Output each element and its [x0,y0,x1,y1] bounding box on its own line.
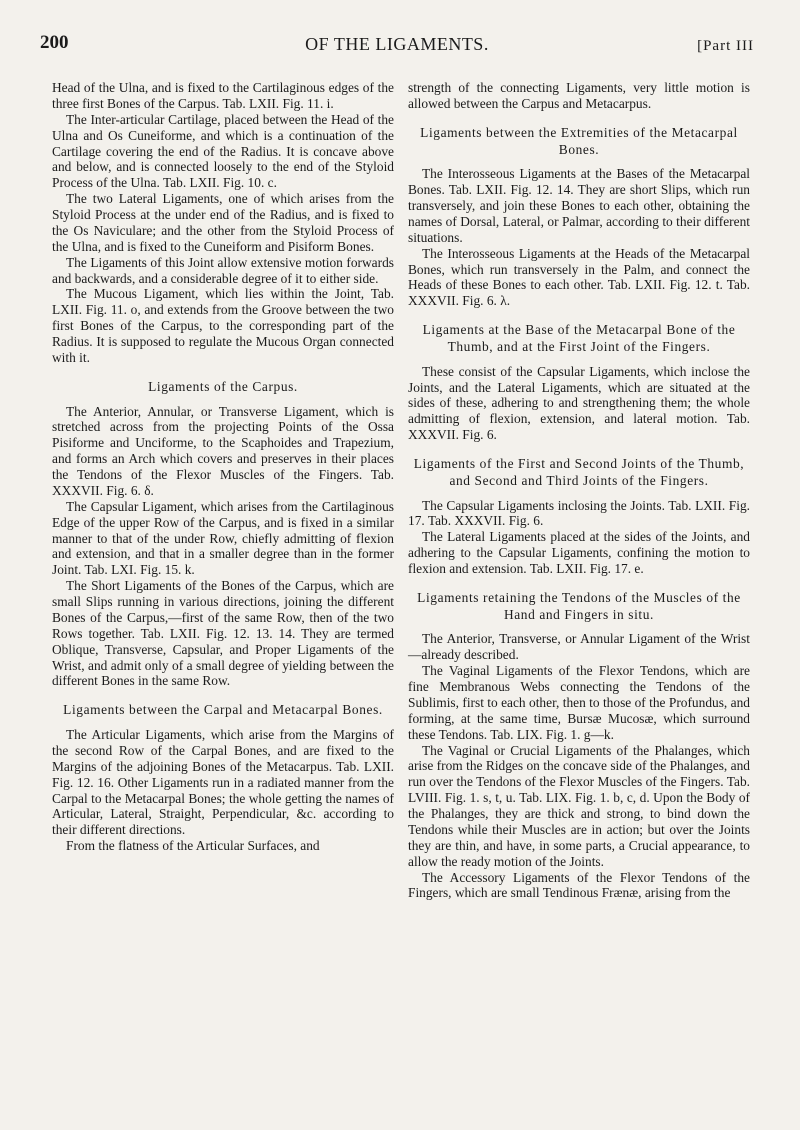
section-heading: Ligaments between the Extremities of the Metacarpal Bones. [420,124,738,157]
part-label: [Part III [697,38,754,54]
section-heading: Ligaments retaining the Tendons of the Muscles of the Hand and Fingers in situ. [417,589,741,622]
section-heading: Ligaments between the Carpal and Metacarpal Bones. [63,702,383,718]
paragraph: The Inter-articular Cartilage, placed between the Head of the Ulna and Os Cuneiforme, and which is a continuation of the Cartilage covering the end of the Radius. It is concave above and below, and is connected loosely to the end of the Styloid Process of the Ulna. Tab. LXII. Fig. 10. c. [52,111,394,191]
paragraph: From the flatness of the Articular Surfaces, and [66,838,320,854]
paragraph: The Lateral Ligaments placed at the sides of the Joints, and adhering to the Capsular Ligaments, confining the motion to flexion and extension. Tab. LXII. Fig. 17. e. [408,529,750,576]
paragraph: The Capsular Ligament, which arises from the Cartilaginous Edge of the upper Row of the Carpus, and is fixed in a similar manner to that of the under Row, chiefly admitting of flexion and extension, and that in a smaller degree than in the former Joint. Tab. LXI. Fig. 15. k. [52,498,394,578]
paragraph: The Anterior, Annular, or Transverse Ligament, which is stretched across from the projecting Points of the Ossa Pisiforme and Unciforme, to the Scaphoides and Trapezium, and forms an Arch which covers and preserves in their places the Tendons of the Flexor Muscles of the Fingers. Tab. XXXVII. Fig. 6. δ. [52,403,394,498]
paragraph: The Articular Ligaments, which arise from the Margins of the second Row of the Carpal Bones, and are fixed to the Margins of the adjoining Bones of the Metacarpus. Tab. LXII. Fig. 12. 16. Other Ligaments run in a radiated manner from the Carpal to the Metacarpal Bones; the whole getting the names of Articular, Lateral, Straight, Perpendicular, &c. according to their different directions. [52,727,394,838]
paragraph: The Capsular Ligaments inclosing the Joints. Tab. LXII. Fig. 17. Tab. XXXVII. Fig. 6. [408,497,750,529]
paragraph: These consist of the Capsular Ligaments, which inclose the Joints, and the Lateral Ligaments, which are situated at the sides of these, adhering to and strengthening them; the whole admitting of flexion, extension, and lateral motion. Tab. XXXVII. Fig. 6. [408,363,750,443]
paragraph: strength of the connecting Ligaments, very little motion is allowed between the Carpus and Metacarpus. [408,80,750,111]
paragraph: The Mucous Ligament, which lies within the Joint, Tab. LXII. Fig. 11. o, and extends from the Groove between the two first Bones of the Carpus, to the corresponding part of the Radius. It is supposed to regulate the Mucous Organ connected with it. [52,286,394,365]
paragraph: The Interosseous Ligaments at the Heads of the Metacarpal Bones, which run transversely in the Palm, and connect the Heads of these Bones to each other. Tab. LXII. Fig. 12. t. Tab. XXXVII. Fig. 6. λ. [408,245,750,309]
section-heading: Ligaments at the Base of the Metacarpal Bone of the Thumb, and at the First Joint of the Fingers. [422,322,736,354]
section-heading: Ligaments of the Carpus. [148,378,298,394]
right-column [408,80,750,901]
section-heading: Ligaments of the First and Second Joints of the Thumb, and Second and Third Joints of the Fingers. [413,456,745,488]
left-column [52,80,394,854]
paragraph: The Short Ligaments of the Bones of the Carpus, which are small Slips running in various directions, joining the different Bones of the Carpus,—first of the same Row, then of the two Rows together. Tab. LXII. Fig. 12. 13. 14. They are termed Oblique, Transverse, Capsular, and Proper Ligaments of the Wrist, and admit only of a small degree of yielding between the different Bones in the same Row. [52,578,394,689]
paragraph: The Vaginal or Crucial Ligaments of the Phalanges, which arise from the Ridges on the concave side of the Phalanges, and run over the Tendons of the Flexor Muscles of the Fingers. Tab. LVIII. Fig. 1. s, t, u. Tab. LIX. Fig. 1. b, c, d. Upon the Body of the Phalanges, they are thick and strong, to bind down the Tendons while their Muscles are in action; but over the Joints they are thin, and have, in some parts, a Crucial appearance, to allow the ready motion of the Joints. [408,742,750,869]
paragraph: The Anterior, Transverse, or Annular Ligament of the Wrist—already described. [408,631,750,663]
paragraph: The two Lateral Ligaments, one of which arises from the Styloid Process at the under end of the Radius, and is fixed to the Os Naviculare; and the other from the Styloid Process of the Ulna, and is fixed to the Cuneiform and Pisiform Bones. [52,191,394,254]
paragraph: The Interosseous Ligaments at the Bases of the Metacarpal Bones. Tab. LXII. Fig. 12. 14. They are short Slips, which run transversely, and join these Bones to each other, obtaining the names of Dorsal, Lateral, or Palmar, according to their different situations. [408,166,750,245]
page-number: 200 [40,32,69,53]
paragraph: The Vaginal Ligaments of the Flexor Tendons, which are fine Membranous Webs connecting the Tendons of the Sublimis, first to each other, then to those of the Profundus, and forming, at the same time, Bursæ Mucosæ, which surround these Tendons. Tab. LIX. Fig. 1. g—k. [408,663,750,742]
paragraph: The Accessory Ligaments of the Flexor Tendons of the Fingers, which are small Tendinous Frænæ, arising from the [408,869,750,901]
paragraph: The Ligaments of this Joint allow extensive motion forwards and backwards, and a considerable degree of it to either side. [52,254,394,286]
running-title: OF THE LIGAMENTS. [305,34,489,54]
page-header [40,32,754,72]
paragraph: Head of the Ulna, and is fixed to the Cartilaginous edges of the three first Bones of the Carpus. Tab. LXII. Fig. 11. i. [52,80,394,111]
